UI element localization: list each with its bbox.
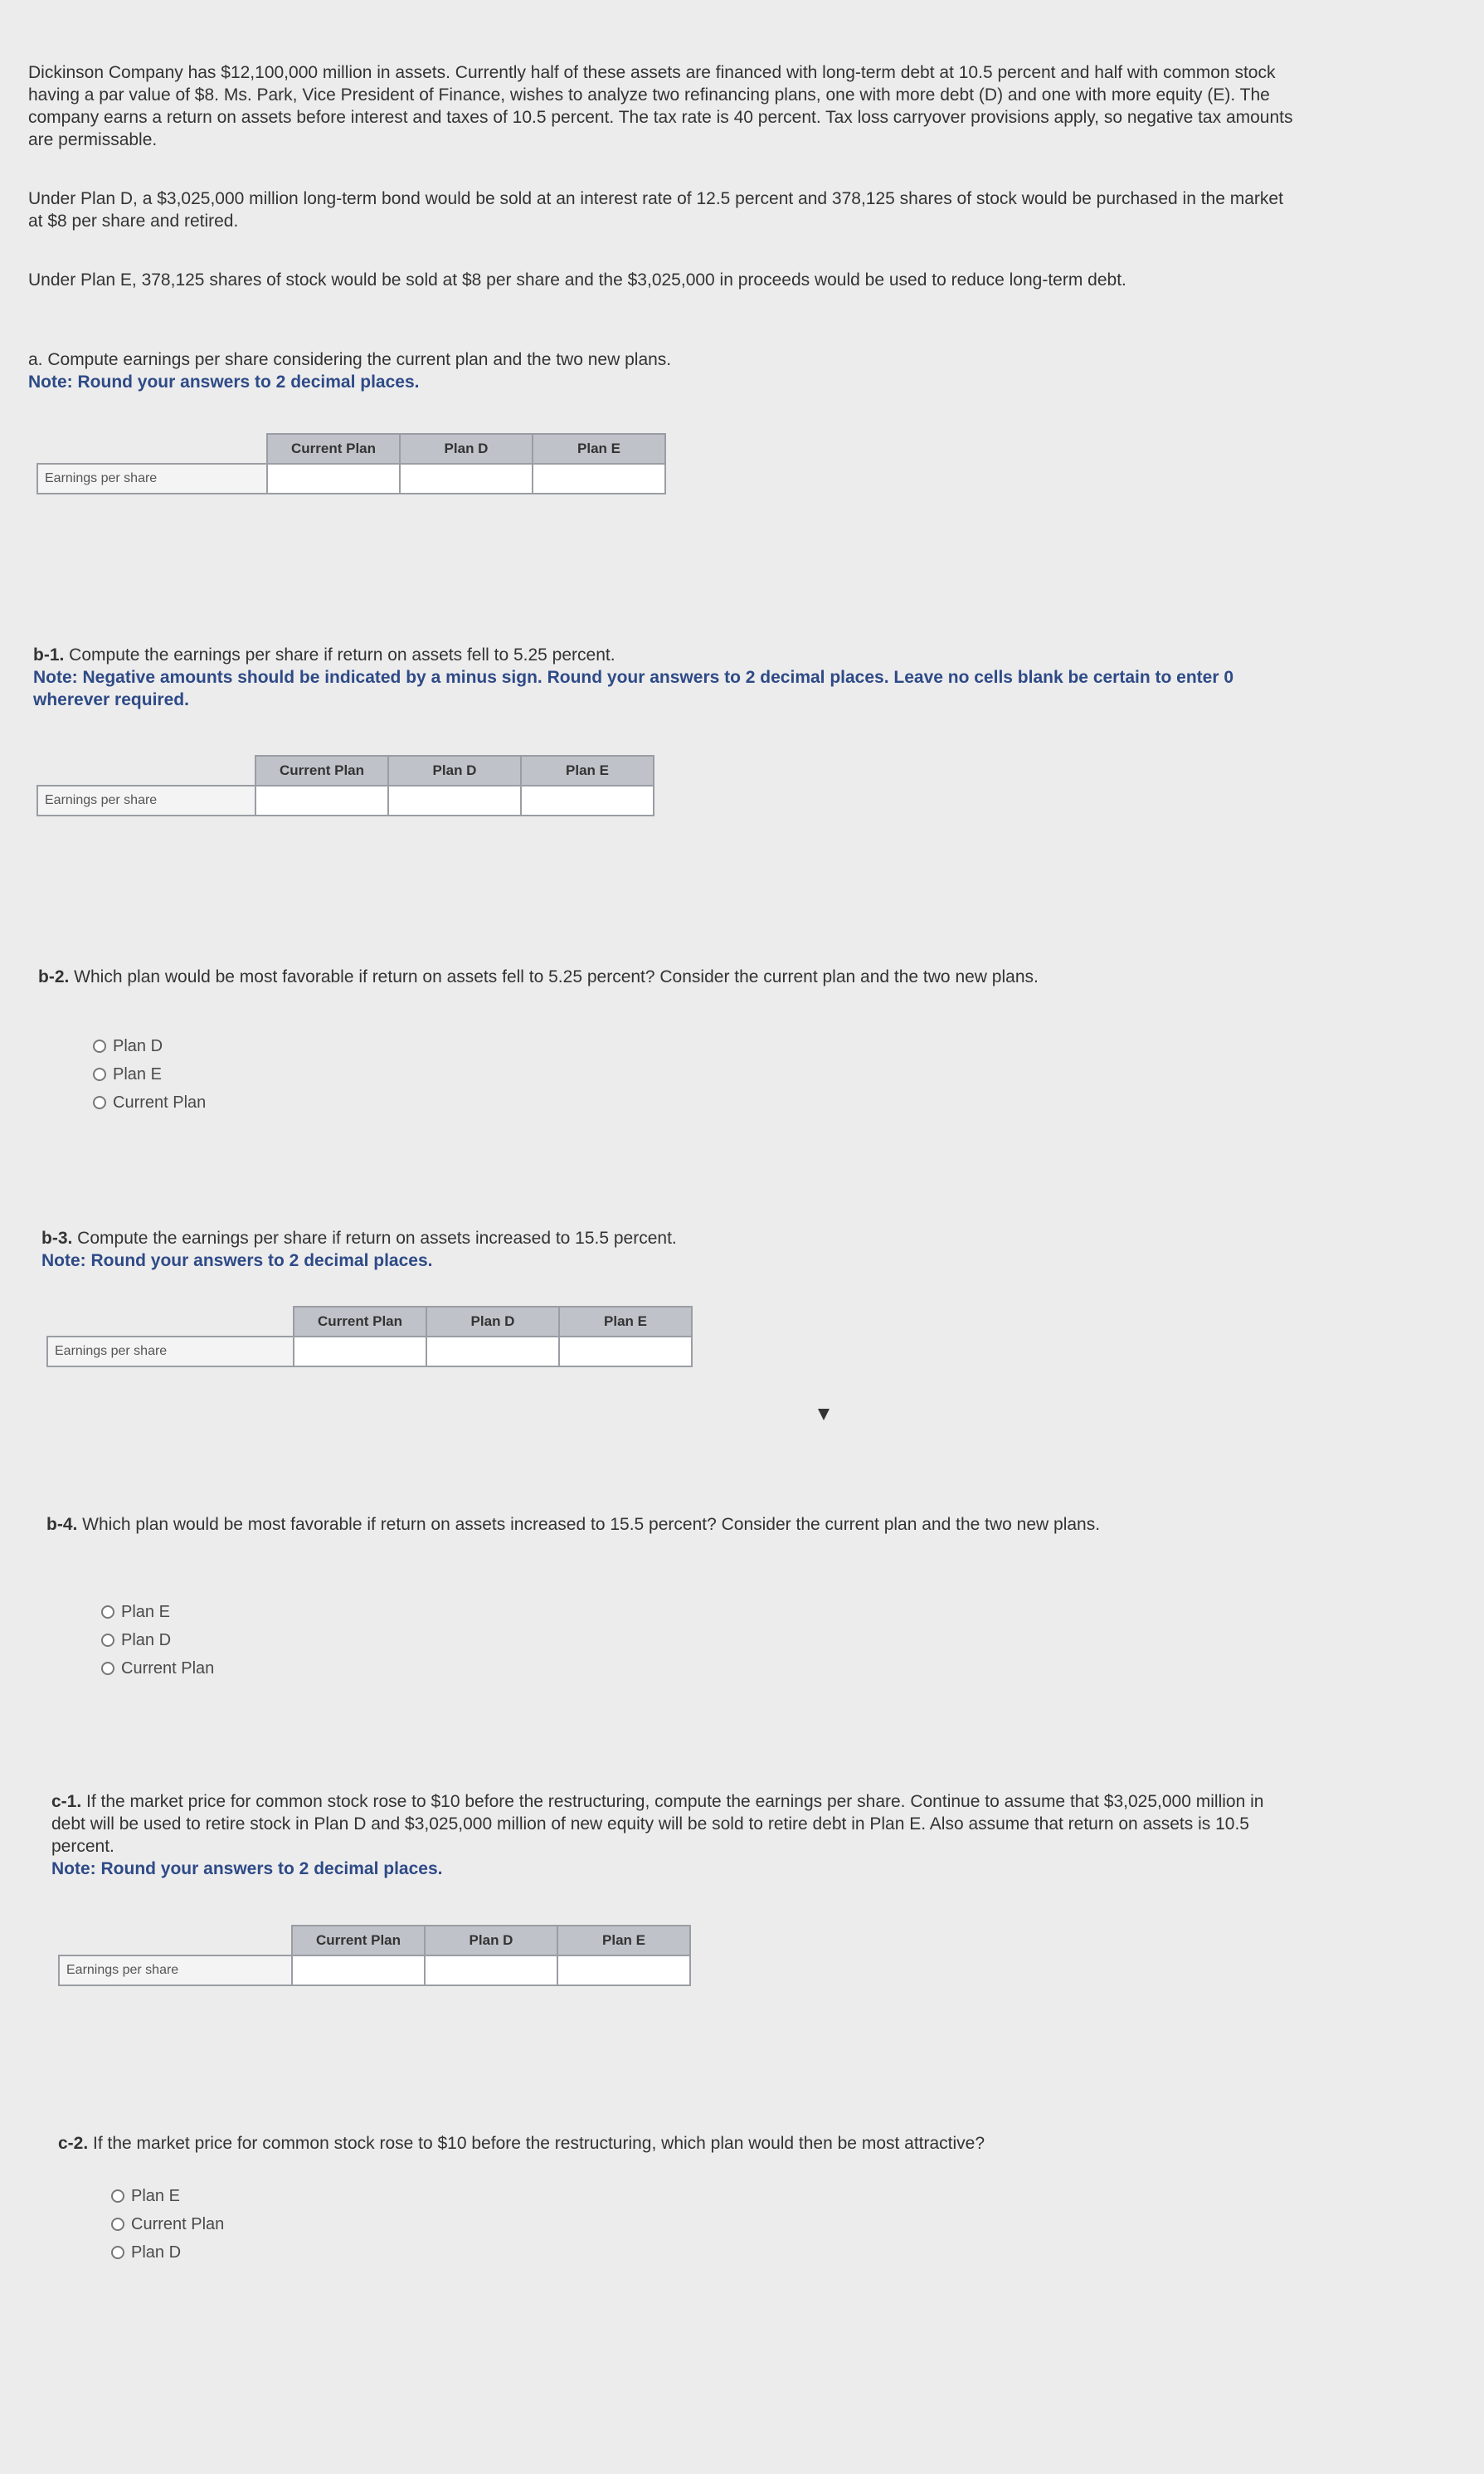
header-current-plan: Current Plan <box>292 1926 425 1955</box>
c2-option-current-plan[interactable]: Current Plan <box>111 2210 224 2238</box>
header-plan-d: Plan D <box>400 434 533 464</box>
c2-option-plan-e[interactable]: Plan E <box>111 2182 224 2210</box>
header-plan-e: Plan E <box>559 1307 692 1337</box>
b4-option-plan-e[interactable]: Plan E <box>101 1598 214 1626</box>
row-label: Earnings per share <box>59 1955 292 1985</box>
header-current-plan: Current Plan <box>267 434 400 464</box>
question-b4-text: b-4. Which plan would be most favorable if return on assets increased to 15.5 percent? Consider the current plan and the two new plans. <box>46 1515 1101 1534</box>
eps-current-plan-input[interactable] <box>292 1955 425 1985</box>
header-current-plan: Current Plan <box>255 756 388 786</box>
header-plan-e: Plan E <box>521 756 654 786</box>
b2-options <box>93 1032 206 1117</box>
question-b3-text: b-3. Compute the earnings per share if return on assets increased to 15.5 percent. <box>41 1229 677 1248</box>
question-a-text: a. Compute earnings per share considering the current plan and the two new plans. <box>28 350 672 369</box>
eps-plan-e-input[interactable] <box>533 464 665 494</box>
b2-option-current-plan[interactable]: Current Plan <box>93 1088 206 1117</box>
header-plan-d: Plan D <box>388 756 521 786</box>
eps-plan-d-input[interactable] <box>426 1337 559 1366</box>
radio-icon[interactable] <box>101 1605 114 1619</box>
eps-plan-d-input[interactable] <box>388 786 521 816</box>
eps-table-c1 <box>58 1925 691 1986</box>
eps-plan-d-input[interactable] <box>425 1955 557 1985</box>
table-row <box>59 1955 690 1985</box>
radio-icon[interactable] <box>101 1634 114 1647</box>
header-plan-d: Plan D <box>425 1926 557 1955</box>
c2-option-plan-d[interactable]: Plan D <box>111 2238 224 2267</box>
eps-current-plan-input[interactable] <box>267 464 400 494</box>
header-current-plan: Current Plan <box>294 1307 426 1337</box>
question-b2-text: b-2. Which plan would be most favorable if return on assets fell to 5.25 percent? Consider the current plan and the two new plans. <box>38 967 1039 986</box>
radio-icon[interactable] <box>93 1096 106 1109</box>
radio-icon[interactable] <box>101 1662 114 1675</box>
table-row <box>37 464 665 494</box>
question-b3 <box>41 1227 1311 1272</box>
question-c1 <box>51 1790 1287 1880</box>
question-a <box>28 348 1297 393</box>
question-b1 <box>33 644 1302 711</box>
row-label: Earnings per share <box>37 786 255 816</box>
question-b1-note: Note: Negative amounts should be indicated by a minus sign. Round your answers to 2 decimal places. Leave no cells blank be certain to enter 0 wherever required. <box>33 668 1234 709</box>
eps-table-b1 <box>36 755 654 816</box>
table-row <box>37 786 654 816</box>
question-c1-note: Note: Round your answers to 2 decimal places. <box>51 1859 443 1878</box>
b4-option-plan-d[interactable]: Plan D <box>101 1626 214 1654</box>
header-plan-d: Plan D <box>426 1307 559 1337</box>
b4-option-current-plan[interactable]: Current Plan <box>101 1654 214 1683</box>
radio-icon[interactable] <box>111 2218 124 2231</box>
eps-table-b3 <box>46 1306 693 1367</box>
plan-e-description <box>28 269 1297 291</box>
eps-plan-e-input[interactable] <box>521 786 654 816</box>
question-b2 <box>38 966 1307 988</box>
problem-statement <box>28 61 1297 151</box>
eps-plan-e-input[interactable] <box>559 1337 692 1366</box>
eps-plan-e-input[interactable] <box>557 1955 690 1985</box>
table-row <box>47 1337 692 1366</box>
radio-icon[interactable] <box>93 1068 106 1081</box>
intro-paragraph-2: Under Plan D, a $3,025,000 million long-term bond would be sold at an interest rate of 12.5 percent and 378,125 shares of stock would be purchased in the market at $8 per share and retired. <box>28 189 1283 231</box>
header-plan-e: Plan E <box>533 434 665 464</box>
intro-paragraph-3: Under Plan E, 378,125 shares of stock would be sold at $8 per share and the $3,025,000 in proceeds would be used to reduce long-term debt. <box>28 270 1126 290</box>
b4-options <box>101 1598 214 1683</box>
intro-paragraph-1: Dickinson Company has $12,100,000 million in assets. Currently half of these assets are financed with long-term debt at 10.5 percent and half with common stock having a par value of $8. Ms. Park, Vice President of Finance, wishes to analyze two refinancing plans, one with more debt (D) and one with more equity (E). The company earns a return on assets before interest and taxes of 10.5 percent. The tax rate is 40 percent. Tax loss carryover provisions apply, so negative tax amounts are permissable. <box>28 63 1293 149</box>
eps-table-a <box>36 433 666 494</box>
question-a-note: Note: Round your answers to 2 decimal places. <box>28 373 420 392</box>
eps-plan-d-input[interactable] <box>400 464 533 494</box>
row-label: Earnings per share <box>37 464 267 494</box>
eps-current-plan-input[interactable] <box>255 786 388 816</box>
plan-d-description <box>28 187 1297 232</box>
header-plan-e: Plan E <box>557 1926 690 1955</box>
radio-icon[interactable] <box>111 2189 124 2203</box>
question-c2-text: c-2. If the market price for common stock rose to $10 before the restructuring, which plan would then be most attractive? <box>58 2134 985 2153</box>
question-b3-note: Note: Round your answers to 2 decimal places. <box>41 1251 433 1270</box>
question-c2 <box>58 2132 1294 2155</box>
radio-icon[interactable] <box>111 2246 124 2259</box>
b2-option-plan-e[interactable]: Plan E <box>93 1060 206 1088</box>
question-b1-text: b-1. Compute the earnings per share if return on assets fell to 5.25 percent. <box>33 645 615 665</box>
question-b4 <box>46 1513 1266 1536</box>
c2-options <box>111 2182 224 2267</box>
radio-icon[interactable] <box>93 1040 106 1053</box>
eps-current-plan-input[interactable] <box>294 1337 426 1366</box>
b2-option-plan-d[interactable]: Plan D <box>93 1032 206 1060</box>
cursor-icon <box>818 1409 830 1420</box>
question-c1-text: c-1. If the market price for common stock rose to $10 before the restructuring, compute the earnings per share. Continue to assume that $3,025,000 million in debt will be used to retire stock in Plan D and $3,025,000 million of new equity will be sold to retire debt in Plan E. Also assume that return on assets is 10.5 percent. <box>51 1792 1264 1856</box>
row-label: Earnings per share <box>47 1337 294 1366</box>
